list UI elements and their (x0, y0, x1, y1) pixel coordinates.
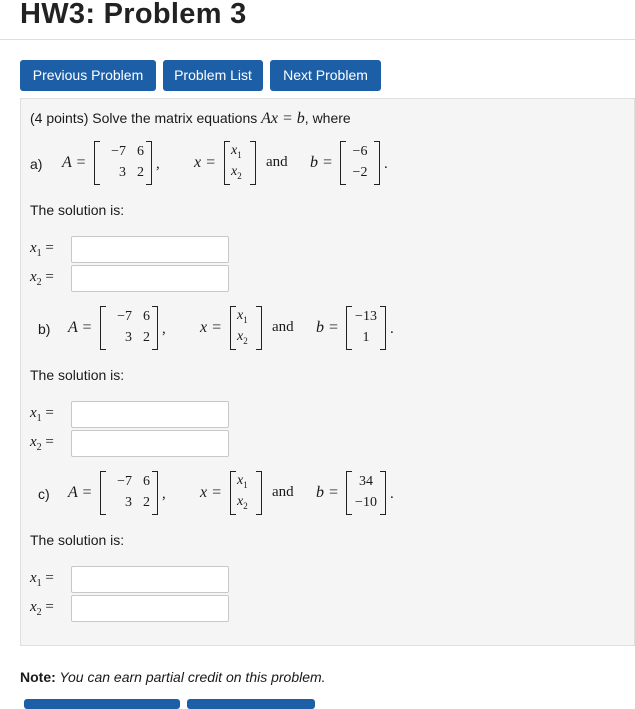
vector-x-left-bracket (230, 471, 236, 515)
vector-b-entry: −10 (355, 495, 377, 510)
vector-x-right-bracket (250, 141, 256, 185)
and-text: and (272, 484, 294, 500)
x1-answer-input[interactable] (71, 566, 229, 593)
page-title: HW3: Problem 3 (20, 0, 247, 30)
x2-answer-input[interactable] (71, 265, 229, 292)
vector-x-left-bracket (224, 141, 230, 185)
matrix-A-symbol: A = (62, 154, 87, 171)
vector-b-symbol: b = (310, 154, 333, 171)
x1-answer-input[interactable] (71, 401, 229, 428)
note-label: Note: (20, 669, 56, 685)
vector-x-symbol: x = (200, 484, 222, 501)
intro-equation: Ax = b (261, 110, 305, 127)
next-problem-button[interactable]: Next Problem (270, 60, 381, 91)
matrix-A-cell: 2 (143, 495, 150, 510)
intro-suffix: , where (304, 110, 351, 126)
and-text: and (272, 319, 294, 335)
x1-label: $x_1$ = (30, 405, 54, 424)
x2-label: $x_2$ = (30, 269, 54, 288)
x1-label: $x_1$ = (30, 570, 54, 589)
problem-intro (30, 110, 351, 128)
vector-x-entry: $x_2$ (237, 329, 248, 346)
vector-b-entry: −2 (352, 165, 368, 180)
x2-answer-input[interactable] (71, 430, 229, 457)
matrix-A-cell: 6 (143, 309, 150, 324)
vector-x-right-bracket (256, 306, 262, 350)
matrix-A-cell: 2 (143, 330, 150, 345)
vector-b-right-bracket (380, 306, 386, 350)
matrix-A-cell: 3 (125, 495, 132, 510)
matrix-A-left-bracket (100, 471, 106, 515)
vector-b-right-bracket (380, 471, 386, 515)
vector-x-left-bracket (230, 306, 236, 350)
problem-list-button[interactable]: Problem List (163, 60, 263, 91)
vector-b-entry: 1 (362, 330, 370, 345)
preview-answers-button[interactable] (187, 699, 315, 709)
vector-x-entry: $x_1$ (237, 473, 248, 490)
x1-label: $x_1$ = (30, 240, 54, 259)
comma: , (162, 321, 166, 337)
comma: , (162, 486, 166, 502)
submit-answers-button[interactable] (24, 699, 180, 709)
period: . (390, 486, 394, 502)
matrix-A-symbol: A = (68, 484, 93, 501)
note-text: You can earn partial credit on this problem. (55, 669, 326, 685)
vector-b-entry: −13 (355, 309, 377, 324)
period: . (384, 156, 388, 172)
matrix-A-cell: −7 (117, 474, 132, 489)
matrix-A-right-bracket (146, 141, 152, 185)
vector-b-entry: 34 (359, 474, 373, 489)
intro-prefix: (4 points) Solve the matrix equations (30, 110, 262, 126)
solution-label: The solution is: (30, 202, 125, 218)
previous-problem-button[interactable]: Previous Problem (20, 60, 156, 91)
matrix-A-left-bracket (94, 141, 100, 185)
comma: , (156, 156, 160, 172)
matrix-A-symbol: A = (68, 319, 93, 336)
x2-label: $x_2$ = (30, 599, 54, 618)
vector-x-entry: $x_2$ (237, 494, 248, 511)
part-label: c) (38, 486, 50, 502)
matrix-A-cell: −7 (111, 144, 126, 159)
vector-b-symbol: b = (316, 484, 339, 501)
vector-x-entry: $x_1$ (231, 143, 242, 160)
matrix-A-cell: 2 (137, 165, 144, 180)
period: . (390, 321, 394, 337)
vector-x-entry: $x_2$ (231, 164, 242, 181)
solution-label: The solution is: (30, 532, 125, 548)
matrix-A-cell: 6 (143, 474, 150, 489)
vector-x-entry: $x_1$ (237, 308, 248, 325)
matrix-A-cell: 6 (137, 144, 144, 159)
vector-b-entry: −6 (352, 144, 368, 159)
matrix-A-right-bracket (152, 306, 158, 350)
vector-x-symbol: x = (200, 319, 222, 336)
vector-x-symbol: x = (194, 154, 216, 171)
x2-label: $x_2$ = (30, 434, 54, 453)
matrix-A-right-bracket (152, 471, 158, 515)
partial-credit-note (20, 669, 326, 685)
vector-x-right-bracket (256, 471, 262, 515)
vector-b-symbol: b = (316, 319, 339, 336)
vector-b-right-bracket (374, 141, 380, 185)
x2-answer-input[interactable] (71, 595, 229, 622)
matrix-A-cell: 3 (119, 165, 126, 180)
part-label: b) (38, 321, 51, 337)
part-label: a) (30, 156, 43, 172)
and-text: and (266, 154, 288, 170)
matrix-A-cell: 3 (125, 330, 132, 345)
matrix-A-cell: −7 (117, 309, 132, 324)
title-divider (0, 39, 635, 40)
matrix-A-left-bracket (100, 306, 106, 350)
x1-answer-input[interactable] (71, 236, 229, 263)
solution-label: The solution is: (30, 367, 125, 383)
